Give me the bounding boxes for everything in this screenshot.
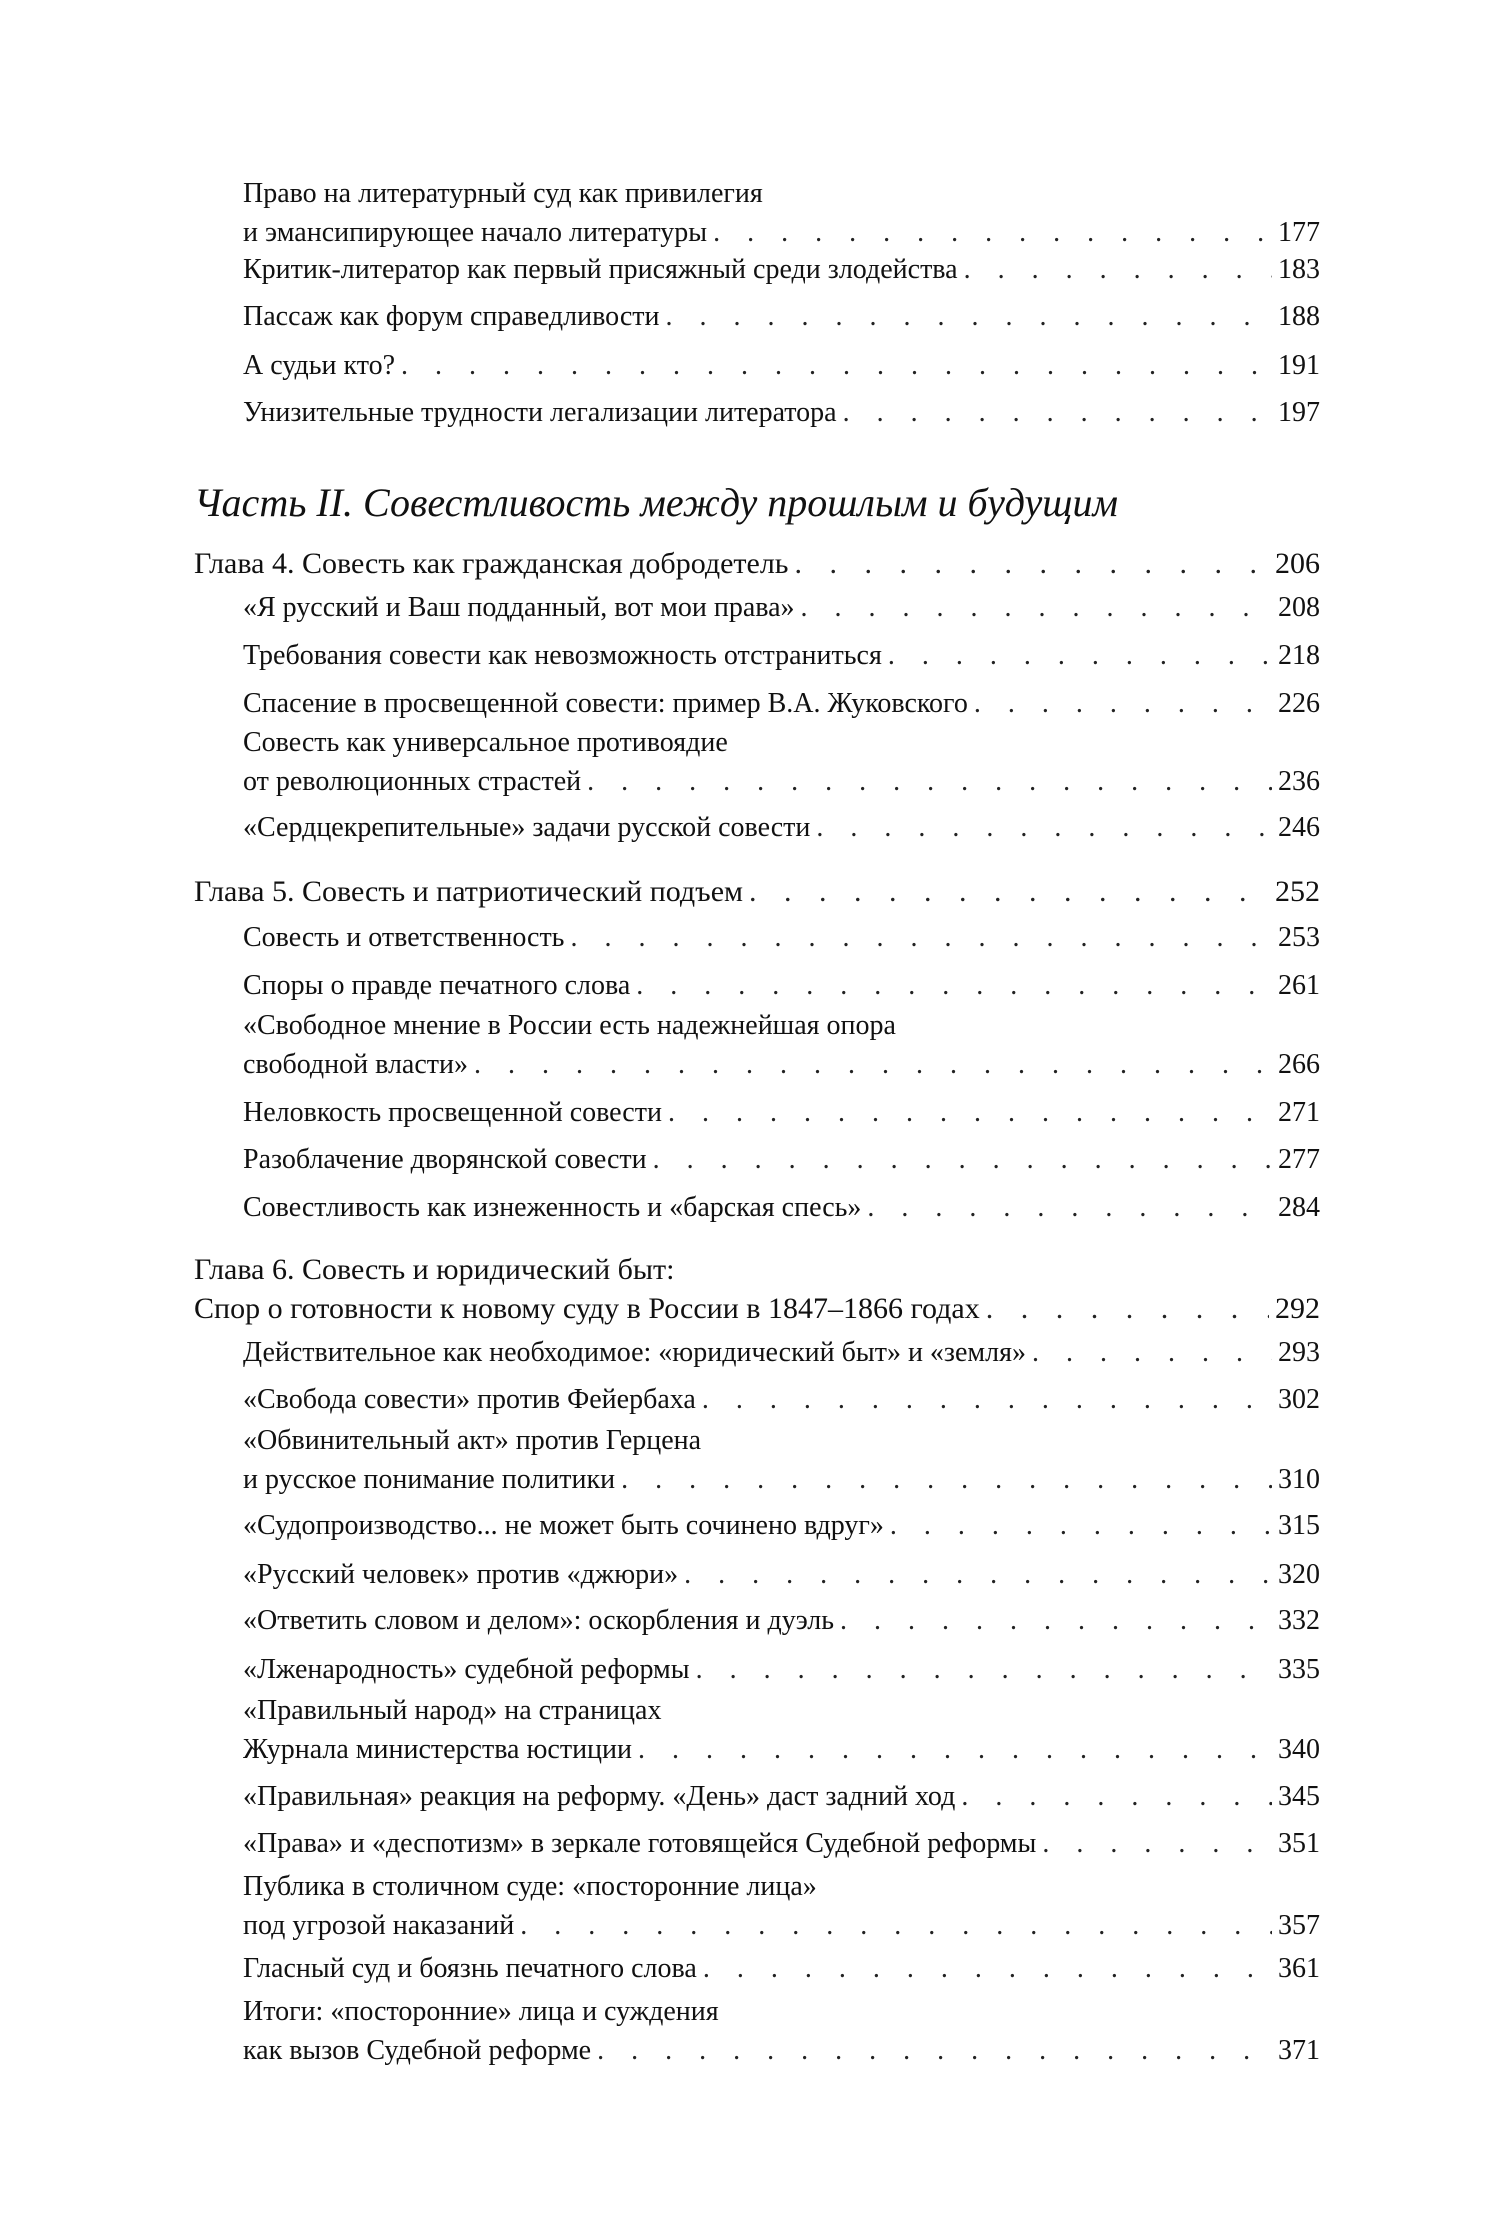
- leader-dots: [474, 1045, 1272, 1084]
- page-number: 302: [1278, 1384, 1320, 1415]
- page-number: 253: [1278, 922, 1320, 953]
- page-number: 188: [1278, 301, 1320, 332]
- toc-entry-text: Гласный суд и боязнь печатного слова: [243, 1953, 697, 1984]
- page-number: 226: [1278, 688, 1320, 719]
- toc-entry: [243, 1140, 1320, 1179]
- page-number: 292: [1275, 1292, 1320, 1325]
- toc-entry-text: Совесть как универсальное противоядие: [243, 727, 728, 758]
- page-number: 345: [1278, 1781, 1320, 1812]
- page-number: 191: [1278, 350, 1320, 381]
- toc-entry-text: «Права» и «деспотизм» в зеркале готовящейся Судебной реформы: [243, 1828, 1037, 1859]
- leader-dots: [1032, 1333, 1272, 1372]
- toc-entry-text: «Судопроизводство... не может быть сочинено вдруг»: [243, 1510, 884, 1541]
- page-number: 183: [1278, 254, 1320, 285]
- toc-entry-text: «Правильная» реакция на реформу. «День» даст задний ход: [243, 1781, 956, 1812]
- leader-dots: [666, 297, 1273, 336]
- page-number: 351: [1278, 1828, 1320, 1859]
- toc-entry: [243, 808, 1320, 847]
- toc-entry: [243, 684, 1320, 723]
- leader-dots: [597, 2031, 1272, 2070]
- leader-dots: [703, 1949, 1272, 1988]
- leader-dots: [867, 1188, 1272, 1227]
- leader-dots: [587, 762, 1272, 801]
- page-number: 271: [1278, 1097, 1320, 1128]
- page-number: 277: [1278, 1144, 1320, 1175]
- toc-entry: [243, 1777, 1320, 1816]
- chapter-heading: [194, 544, 1320, 583]
- leader-dots: [713, 213, 1272, 252]
- leader-dots: [816, 808, 1272, 847]
- leader-dots: [888, 636, 1272, 675]
- page-number: 310: [1278, 1464, 1320, 1495]
- toc-entry: [243, 250, 1320, 289]
- leader-dots: [621, 1460, 1272, 1499]
- toc-entry-text: Совестливость как изнеженность и «барская спесь»: [243, 1192, 862, 1223]
- toc-entry: [243, 723, 1320, 801]
- toc-entry: [243, 918, 1320, 957]
- leader-dots: [961, 1777, 1272, 1816]
- page-number: 320: [1278, 1559, 1320, 1590]
- page-number: 371: [1278, 2035, 1320, 2066]
- leader-dots: [570, 918, 1272, 957]
- toc-entry: [243, 1650, 1320, 1689]
- page-number: 361: [1278, 1953, 1320, 1984]
- toc-entry-text: «Свободное мнение в России есть надежнейшая опора: [243, 1010, 896, 1041]
- toc-entry-text: «Правильный народ» на страницах: [243, 1695, 662, 1726]
- toc-entry: [243, 636, 1320, 675]
- leader-dots: [1042, 1824, 1272, 1863]
- chapter-title: Спор о готовности к новому суду в России в 1847–1866 годах: [194, 1292, 980, 1325]
- toc-entry: [243, 1601, 1320, 1640]
- page-number: 177: [1278, 217, 1320, 248]
- page-number: 266: [1278, 1049, 1320, 1080]
- toc-entry-text: Неловкость просвещенной совести: [243, 1097, 662, 1128]
- page-number: 284: [1278, 1192, 1320, 1223]
- toc-entry-text: Требования совести как невозможность отстраниться: [243, 640, 882, 671]
- page-number: 340: [1278, 1734, 1320, 1765]
- toc-entry: [243, 1333, 1320, 1372]
- leader-dots: [795, 544, 1270, 583]
- toc-entry: [243, 346, 1320, 385]
- toc-entry: [243, 1421, 1320, 1499]
- leader-dots: [843, 393, 1272, 432]
- toc-entry: [243, 1506, 1320, 1545]
- toc-entry-text: Публика в столичном суде: «посторонние лица»: [243, 1871, 817, 1902]
- toc-entry-text: Разоблачение дворянской совести: [243, 1144, 647, 1175]
- toc-entry-text: Право на литературный суд как привилегия: [243, 178, 763, 209]
- toc-entry: [243, 1188, 1320, 1227]
- page-number: 261: [1278, 970, 1320, 1001]
- leader-dots: [749, 872, 1269, 911]
- toc-entry: [243, 588, 1320, 627]
- toc-entry-text: Унизительные трудности легализации литератора: [243, 397, 837, 428]
- toc-entry: [243, 966, 1320, 1005]
- toc-entry-text: «Свобода совести» против Фейербаха: [243, 1384, 696, 1415]
- page-number: 293: [1278, 1337, 1320, 1368]
- toc-entry: [243, 174, 1320, 252]
- leader-dots: [636, 966, 1272, 1005]
- toc-entry-text: Действительное как необходимое: «юридический быт» и «земля»: [243, 1337, 1026, 1368]
- chapter-title: Глава 6. Совесть и юридический быт:: [194, 1253, 675, 1286]
- toc-entry-text: «Лженародность» судебной реформы: [243, 1654, 690, 1685]
- leader-dots: [801, 588, 1272, 627]
- page-number: 332: [1278, 1605, 1320, 1636]
- toc-entry: [243, 1006, 1320, 1084]
- chapter-heading: [194, 872, 1320, 911]
- leader-dots: [986, 1289, 1269, 1328]
- toc-entry: [243, 1867, 1320, 1945]
- leader-dots: [890, 1506, 1272, 1545]
- toc-entry-text: Спасение в просвещенной совести: пример В.А. Жуковского: [243, 688, 968, 719]
- page-number: 246: [1278, 812, 1320, 843]
- toc-entry-text: «Русский человек» против «джюри»: [243, 1559, 679, 1590]
- leader-dots: [702, 1380, 1272, 1419]
- toc-entry-text: от революционных страстей: [243, 766, 582, 797]
- toc-entry-text: Споры о правде печатного слова: [243, 970, 631, 1001]
- leader-dots: [520, 1906, 1272, 1945]
- toc-entry-text: Критик-литератор как первый присяжный среди злодейства: [243, 254, 958, 285]
- toc-entry-text: как вызов Судебной реформе: [243, 2035, 592, 2066]
- toc-entry-text: «Ответить словом и делом»: оскорбления и дуэль: [243, 1605, 834, 1636]
- leader-dots: [684, 1555, 1272, 1594]
- page-number: 252: [1275, 875, 1320, 908]
- toc-entry-text: свободной власти»: [243, 1049, 469, 1080]
- toc-entry-text: Совесть и ответственность: [243, 922, 565, 953]
- chapter-title: Глава 5. Совесть и патриотический подъем: [194, 875, 743, 908]
- leader-dots: [696, 1650, 1272, 1689]
- leader-dots: [964, 250, 1272, 289]
- toc-entry-text: «Я русский и Ваш подданный, вот мои права»: [243, 592, 795, 623]
- toc-entry-text: Итоги: «посторонние» лица и суждения: [243, 1996, 719, 2027]
- leader-dots: [974, 684, 1272, 723]
- toc-entry-text: и эмансипирующее начало литературы: [243, 217, 708, 248]
- toc-entry-text: под угрозой наказаний: [243, 1910, 515, 1941]
- toc-entry: [243, 1949, 1320, 1988]
- toc-entry: [243, 1555, 1320, 1594]
- chapter-heading: [194, 1250, 1320, 1328]
- leader-dots: [653, 1140, 1272, 1179]
- page-number: 236: [1278, 766, 1320, 797]
- leader-dots: [638, 1730, 1272, 1769]
- toc-entry: [243, 1691, 1320, 1769]
- toc-entry: [243, 393, 1320, 432]
- toc-entry: [243, 1992, 1320, 2070]
- page-number: 197: [1278, 397, 1320, 428]
- toc-entry: [243, 1093, 1320, 1132]
- page-number: 357: [1278, 1910, 1320, 1941]
- page-number: 335: [1278, 1654, 1320, 1685]
- leader-dots: [840, 1601, 1272, 1640]
- toc-entry-text: «Обвинительный акт» против Герцена: [243, 1425, 702, 1456]
- page-number: 208: [1278, 592, 1320, 623]
- toc-entry-text: Журнала министерства юстиции: [243, 1734, 633, 1765]
- leader-dots: [668, 1093, 1272, 1132]
- leader-dots: [401, 346, 1272, 385]
- toc-entry: [243, 1380, 1320, 1419]
- part-title: Часть II. Совестливость между прошлым и будущим: [194, 480, 1118, 525]
- toc-entry: [243, 297, 1320, 336]
- toc-entry-text: и русское понимание политики: [243, 1464, 616, 1495]
- page-number: 218: [1278, 640, 1320, 671]
- toc-entry-text: Пассаж как форум справедливости: [243, 301, 660, 332]
- chapter-title: Глава 4. Совесть как гражданская добродетель: [194, 547, 789, 580]
- page-number: 206: [1275, 547, 1320, 580]
- toc-entry-text: А судьи кто?: [243, 350, 396, 381]
- toc-entry-text: «Сердцекрепительные» задачи русской совести: [243, 812, 811, 843]
- page-number: 315: [1278, 1510, 1320, 1541]
- toc-entry: [243, 1824, 1320, 1863]
